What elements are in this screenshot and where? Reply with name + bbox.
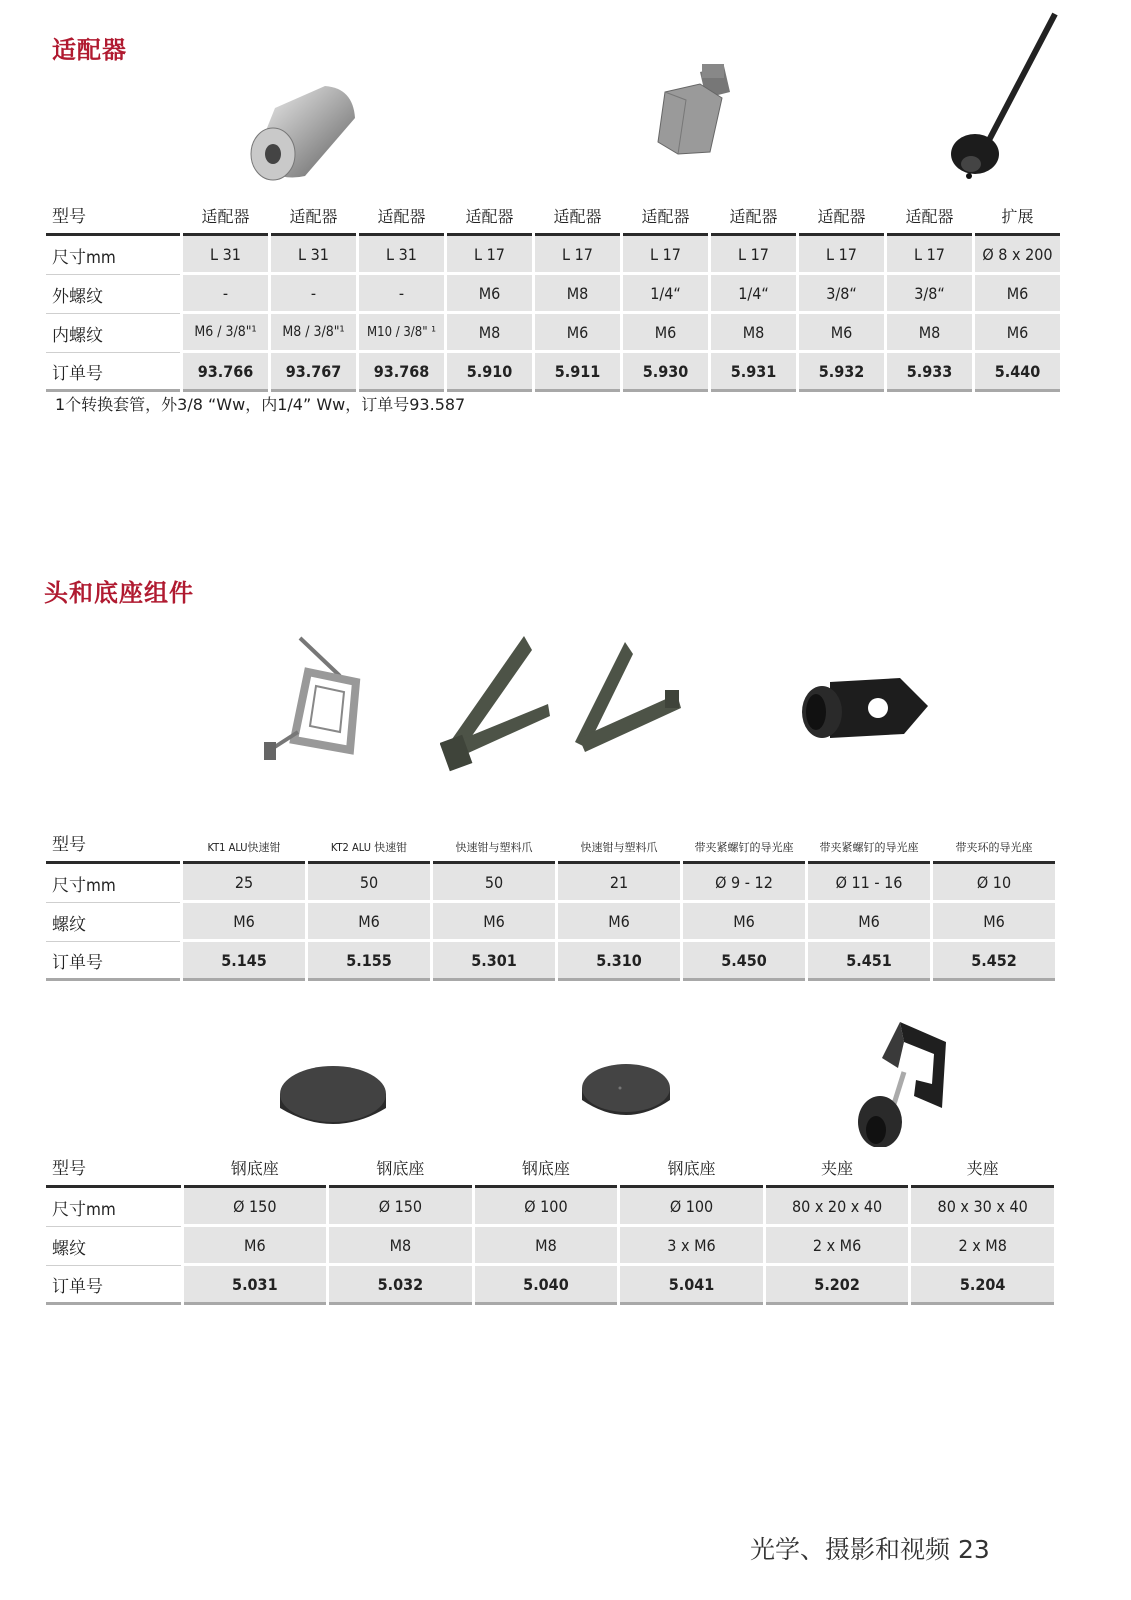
table-cell: Ø 150 xyxy=(184,1188,327,1227)
table-cell: 2 x M8 xyxy=(911,1227,1054,1266)
table-cell: M8 xyxy=(711,314,796,353)
table-row xyxy=(46,275,1060,314)
header-cell: 扩展 xyxy=(975,195,1060,236)
table-cell: 50 xyxy=(308,864,430,903)
table-cell: M6 xyxy=(975,314,1060,353)
table-row xyxy=(46,942,1055,981)
order-number: 5.451 xyxy=(808,942,930,981)
steel-base-100-image xyxy=(580,1060,672,1128)
header-cell: 适配器 xyxy=(535,195,620,236)
table-row xyxy=(46,236,1060,275)
header-cell: 带夹紧螺钉的导光座 xyxy=(683,823,805,864)
table-cell: M6 xyxy=(433,903,555,942)
order-number: 5.204 xyxy=(911,1266,1054,1305)
table-cell: 3/8“ xyxy=(887,275,972,314)
row-label: 尺寸mm xyxy=(46,864,180,903)
header-cell: 型号 xyxy=(46,1147,181,1188)
header-cell: 夹座 xyxy=(911,1147,1054,1188)
table-cell: L 17 xyxy=(799,236,884,275)
footnote: 1个转换套管，外3/8 “Ww，内1/4” Ww，订单号93.587 xyxy=(55,395,466,414)
header-cell: 快速钳与塑料爪 xyxy=(433,823,555,864)
table-cell: L 31 xyxy=(271,236,356,275)
order-number: 5.450 xyxy=(683,942,805,981)
table-cell: M6 / 3/8"¹ xyxy=(183,314,268,353)
table-cell: 3 x M6 xyxy=(620,1227,763,1266)
table-cell: L 17 xyxy=(711,236,796,275)
header-cell: 适配器 xyxy=(183,195,268,236)
header-cell: 型号 xyxy=(46,195,180,236)
table-cell: 1/4“ xyxy=(623,275,708,314)
table-header-row xyxy=(46,1147,1054,1188)
table-cell: - xyxy=(183,275,268,314)
table-cell: L 31 xyxy=(359,236,444,275)
header-cell: KT2 ALU 快速钳 xyxy=(308,823,430,864)
base-clamp-table xyxy=(43,1147,1057,1305)
row-label: 螺纹 xyxy=(46,903,180,942)
table-cell: Ø 150 xyxy=(329,1188,472,1227)
order-number: 5.910 xyxy=(447,353,532,392)
header-cell: 适配器 xyxy=(711,195,796,236)
header-cell: 适配器 xyxy=(447,195,532,236)
header-cell: 适配器 xyxy=(271,195,356,236)
table-header-row xyxy=(46,823,1055,864)
table-cell: M6 xyxy=(447,275,532,314)
table-cell: - xyxy=(359,275,444,314)
table-cell: M6 xyxy=(975,275,1060,314)
order-number: 5.202 xyxy=(766,1266,909,1305)
table-cell: 2 x M6 xyxy=(766,1227,909,1266)
header-cell: 钢底座 xyxy=(620,1147,763,1188)
header-cell: 夹座 xyxy=(766,1147,909,1188)
order-number: 5.310 xyxy=(558,942,680,981)
order-number: 5.932 xyxy=(799,353,884,392)
order-number: 5.452 xyxy=(933,942,1055,981)
header-cell: 钢底座 xyxy=(184,1147,327,1188)
table-cell: M8 / 3/8"¹ xyxy=(271,314,356,353)
section-title-adapters: 适配器 xyxy=(52,36,127,64)
header-cell: 适配器 xyxy=(799,195,884,236)
table-cell: 1/4“ xyxy=(711,275,796,314)
table-cell: M8 xyxy=(329,1227,472,1266)
row-label: 尺寸mm xyxy=(46,236,180,275)
order-number: 5.155 xyxy=(308,942,430,981)
header-cell: 型号 xyxy=(46,823,180,864)
order-number: 5.032 xyxy=(329,1266,472,1305)
table-cell: Ø 9 - 12 xyxy=(683,864,805,903)
alu-clamp-image xyxy=(258,632,368,764)
table-cell: M6 xyxy=(183,903,305,942)
table-cell: M10 / 3/8" ¹ xyxy=(359,314,444,353)
header-cell: 带夹环的导光座 xyxy=(933,823,1055,864)
quick-clamp-21-image xyxy=(565,638,685,760)
row-label: 尺寸mm xyxy=(46,1188,181,1227)
adapters-table xyxy=(43,195,1063,392)
table-cell: M6 xyxy=(683,903,805,942)
head-base-table xyxy=(43,823,1058,981)
clamp-holder-image xyxy=(852,1018,950,1150)
light-guide-holder-image xyxy=(800,672,930,750)
row-label: 外螺纹 xyxy=(46,275,180,314)
table-cell: Ø 100 xyxy=(475,1188,618,1227)
table-cell: M8 xyxy=(535,275,620,314)
header-cell: 钢底座 xyxy=(475,1147,618,1188)
row-label: 订单号 xyxy=(46,1266,181,1305)
row-label: 内螺纹 xyxy=(46,314,180,353)
table-cell: Ø 100 xyxy=(620,1188,763,1227)
table-cell: M8 xyxy=(447,314,532,353)
order-number: 5.040 xyxy=(475,1266,618,1305)
table-cell: M6 xyxy=(933,903,1055,942)
table-cell: Ø 11 - 16 xyxy=(808,864,930,903)
row-label: 订单号 xyxy=(46,353,180,392)
table-row xyxy=(46,1188,1054,1227)
order-number: 5.301 xyxy=(433,942,555,981)
table-cell: 3/8“ xyxy=(799,275,884,314)
table-cell: M6 xyxy=(535,314,620,353)
table-row xyxy=(46,314,1060,353)
header-cell: 适配器 xyxy=(359,195,444,236)
table-cell: M6 xyxy=(558,903,680,942)
table-cell: M8 xyxy=(887,314,972,353)
header-cell: 钢底座 xyxy=(329,1147,472,1188)
order-number: 93.768 xyxy=(359,353,444,392)
table-cell: 80 x 20 x 40 xyxy=(766,1188,909,1227)
order-number: 93.767 xyxy=(271,353,356,392)
table-row xyxy=(46,353,1060,392)
table-cell: 80 x 30 x 40 xyxy=(911,1188,1054,1227)
table-cell: M6 xyxy=(623,314,708,353)
section-title-head-base: 头和底座组件 xyxy=(44,579,194,607)
adapter-sleeve-image xyxy=(245,78,360,190)
header-cell: 快速钳与塑料爪 xyxy=(558,823,680,864)
quick-clamp-50-image xyxy=(440,632,555,774)
header-cell: 适配器 xyxy=(623,195,708,236)
order-number: 5.031 xyxy=(184,1266,327,1305)
table-cell: M6 xyxy=(799,314,884,353)
table-cell: L 17 xyxy=(623,236,708,275)
table-row xyxy=(46,1266,1054,1305)
table-cell: M6 xyxy=(184,1227,327,1266)
table-cell: 25 xyxy=(183,864,305,903)
order-number: 5.145 xyxy=(183,942,305,981)
page-footer: 光学、摄影和视频 23 xyxy=(750,1535,990,1564)
order-number: 5.930 xyxy=(623,353,708,392)
table-cell: L 17 xyxy=(535,236,620,275)
order-number: 5.931 xyxy=(711,353,796,392)
header-cell: 带夹紧螺钉的导光座 xyxy=(808,823,930,864)
order-number: 93.766 xyxy=(183,353,268,392)
table-cell: M8 xyxy=(475,1227,618,1266)
hex-adapter-image xyxy=(650,62,740,157)
steel-base-150-image xyxy=(278,1060,388,1138)
header-cell: 适配器 xyxy=(887,195,972,236)
table-cell: 21 xyxy=(558,864,680,903)
table-cell: 50 xyxy=(433,864,555,903)
table-header-row xyxy=(46,195,1060,236)
table-cell: L 17 xyxy=(447,236,532,275)
table-row xyxy=(46,864,1055,903)
table-cell: L 31 xyxy=(183,236,268,275)
table-cell: L 17 xyxy=(887,236,972,275)
table-cell: M6 xyxy=(808,903,930,942)
table-row xyxy=(46,1227,1054,1266)
table-cell: Ø 10 xyxy=(933,864,1055,903)
row-label: 螺纹 xyxy=(46,1227,181,1266)
extension-rod-image xyxy=(945,8,1065,188)
table-cell: Ø 8 x 200 xyxy=(975,236,1060,275)
order-number: 5.041 xyxy=(620,1266,763,1305)
table-row xyxy=(46,903,1055,942)
table-cell: M6 xyxy=(308,903,430,942)
order-number: 5.440 xyxy=(975,353,1060,392)
order-number: 5.933 xyxy=(887,353,972,392)
table-cell: - xyxy=(271,275,356,314)
row-label: 订单号 xyxy=(46,942,180,981)
order-number: 5.911 xyxy=(535,353,620,392)
header-cell: KT1 ALU快速钳 xyxy=(183,823,305,864)
